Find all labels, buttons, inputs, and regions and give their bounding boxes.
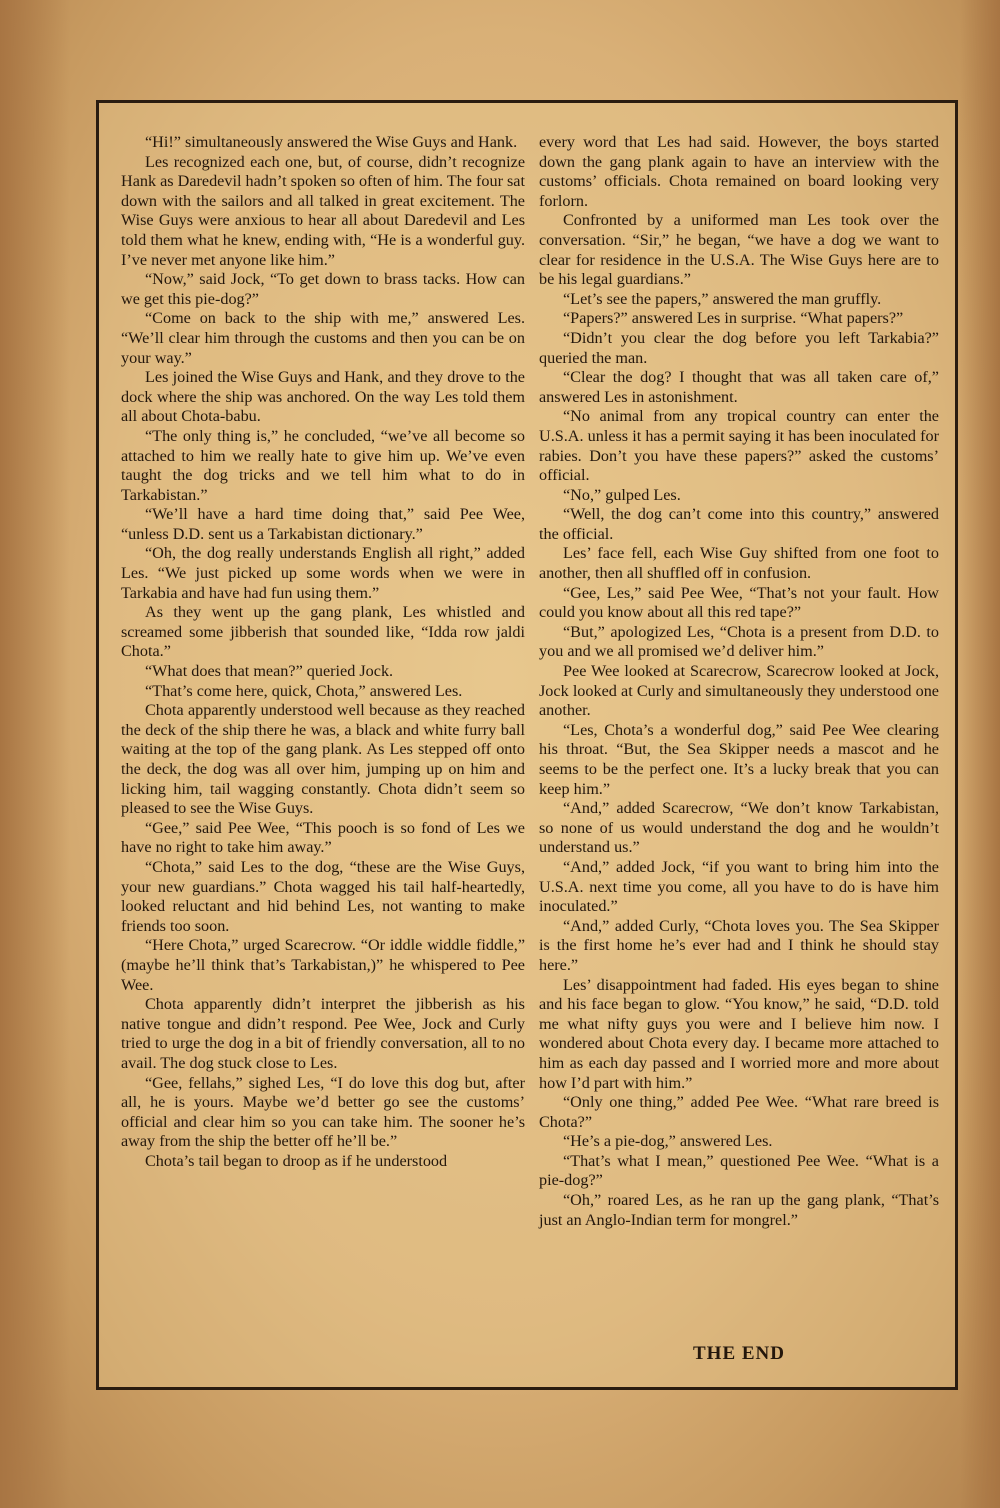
story-paragraph: “And,” added Curly, “Chota loves you. The Sea Skipper is the first home he’s ever had and I think he should stay here.” [539, 916, 939, 974]
story-paragraph: “Didn’t you clear the dog before you left Tarkabia?” queried the man. [539, 328, 939, 367]
story-paragraph: “Well, the dog can’t come into this country,” answered the official. [539, 505, 939, 543]
left-column [121, 133, 525, 1171]
story-paragraph: “Gee, fellahs,” sighed Les, “I do love this dog but, after all, he is yours. Maybe we’d better go see the customs’ official and clear him so you can take him. The sooner he’s away from the ship the better off he’ll be.” [121, 1073, 525, 1151]
story-paragraph: “Hi!” simultaneously answered the Wise Guys and Hank. [145, 133, 518, 151]
story-paragraph: “The only thing is,” he concluded, “we’ve all become so attached to him we really hate to give him up. We’ve even taught the dog tricks and we tell him what to do in Tarkabistan.” [121, 426, 525, 504]
story-paragraph: “Oh,” roared Les, as he ran up the gang plank, “That’s just an Anglo-Indian term for mongrel.” [539, 1191, 939, 1229]
story-paragraph: Chota’s tail began to droop as if he understood [145, 1151, 448, 1170]
story-paragraph: Les joined the Wise Guys and Hank, and they drove to the dock where the ship was anchored. On the way Les told them all about Chota-babu. [121, 368, 525, 426]
story-paragraph: “And,” added Scarecrow, “We don’t know Tarkabistan, so none of us would understand the dog and he wouldn’t understand us.” [539, 799, 939, 857]
story-paragraph: Chota apparently didn’t interpret the jibberish as his native tongue and didn’t respond. Pee Wee, Jock and Curly tried to urge the dog in a bit of friendly conversation, all to no avail. The dog stuck close to Les. [121, 995, 525, 1072]
story-paragraph: “Clear the dog? I thought that was all taken care of,” answered Les in astonishment. [539, 368, 939, 406]
story-paragraph: “Let’s see the papers,” answered the man gruffly. [563, 289, 882, 308]
story-paragraph: “Oh, the dog really understands English all right,” added Les. “We just picked up some words when we were in Tarkabia and have had fun using them.” [121, 544, 525, 602]
story-paragraph: “That’s what I mean,” questioned Pee Wee. “What is a pie-dog?” [539, 1151, 939, 1190]
story-paragraph: “No animal from any tropical country can enter the U.S.A. unless it has a permit saying it has been inoculated for rabies. Don’t you have these papers?” asked the customs’ official. [539, 407, 939, 485]
story-paragraph: Pee Wee looked at Scarecrow, Scarecrow looked at Jock, Jock looked at Curly and simultaneously they understood one another. [539, 662, 939, 720]
story-paragraph: Les’ face fell, each Wise Guy shifted from one foot to another, then all shuffled off in confusion. [539, 544, 939, 583]
story-paragraph: “Gee, Les,” said Pee Wee, “That’s not your fault. How could you know about all this red tape?” [539, 583, 939, 622]
story-paragraph: Confronted by a uniformed man Les took over the conversation. “Sir,” he began, “we have a dog we want to clear for residence in the U.S.A. The Wise Guys here are to be his legal guardians.” [539, 211, 939, 289]
story-paragraph: Les’ disappointment had faded. His eyes began to shine and his face began to glow. “You know,” he said, “D.D. told me what nifty guys you were and I believe him now. I wondered about Chota every day. I became more attached to him as each day passed and I worried more and more about how I’d part with him.” [539, 975, 939, 1092]
end-label: THE END [693, 1343, 785, 1364]
story-paragraph: As they went up the gang plank, Les whistled and screamed some jibberish that sounded like, “Idda row jaldi Chota.” [121, 603, 525, 661]
story-paragraph: “Gee,” said Pee Wee, “This pooch is so fond of Les we have no right to take him away.” [121, 818, 525, 857]
story-paragraph: every word that Les had said. However, the boys started down the gang plank again to have an interview with the customs’ officials. Chota remained on board looking very forlorn. [539, 133, 939, 210]
story-paragraph: “Papers?” answered Les in surprise. “What papers?” [563, 309, 904, 328]
story-paragraph: “Here Chota,” urged Scarecrow. “Or iddle widdle fiddle,” (maybe he’ll think that’s Tarkabistan,)” he whispered to Pee Wee. [121, 936, 525, 994]
story-paragraph: “What does that mean?” queried Jock. [145, 662, 394, 681]
text-panel [96, 100, 958, 1390]
story-paragraph: “And,” added Jock, “if you want to bring him into the U.S.A. next time you come, all you have to do is have him inoculated.” [539, 857, 939, 916]
right-column [539, 133, 939, 1230]
story-paragraph: “Now,” said Jock, “To get down to brass tacks. How can we get this pie-dog?” [121, 270, 525, 308]
story-paragraph: “We’ll have a hard time doing that,” said Pee Wee, “unless D.D. sent us a Tarkabistan dictionary.” [121, 505, 525, 543]
story-paragraph: Les recognized each one, but, of course, didn’t recognize Hank as Daredevil hadn’t spoken so often of him. The four sat down with the sailors and all talked in great excitement. The Wise Guys were anxious to hear all about Daredevil and Les told them what he knew, ending with, “He is a wonderful guy. I’ve never met anyone like him.” [121, 152, 525, 269]
story-paragraph: “That’s come here, quick, Chota,” answered Les. [145, 681, 463, 700]
story-paragraph: “But,” apologized Les, “Chota is a present from D.D. to you and we all promised we’d deliver him.” [539, 622, 939, 661]
story-paragraph: “Les, Chota’s a wonderful dog,” said Pee Wee clearing his throat. “But, the Sea Skipper needs a mascot and he seems to be the perfect one. It’s a lucky break that you can keep him.” [539, 720, 939, 798]
story-paragraph: Chota apparently understood well because as they reached the deck of the ship there he was, a black and white furry ball waiting at the top of the gang plank. As Les stepped off onto the deck, the dog was all over him, jumping up on him and licking him, tail wagging constantly. Chota didn’t seem so pleased to see the Wise Guys. [121, 701, 525, 818]
story-paragraph: “No,” gulped Les. [563, 485, 681, 504]
story-paragraph: “Only one thing,” added Pee Wee. “What rare breed is Chota?” [539, 1093, 939, 1131]
story-paragraph: “Come on back to the ship with me,” answered Les. “We’ll clear him through the customs and then you can be on your way.” [121, 309, 525, 367]
story-paragraph: “Chota,” said Les to the dog, “these are the Wise Guys, your new guardians.” Chota wagged his tail half-heartedly, looked reluctant and hid behind Les, not wanting to make friends too soon. [121, 857, 525, 935]
story-paragraph: “He’s a pie-dog,” answered Les. [563, 1132, 773, 1151]
